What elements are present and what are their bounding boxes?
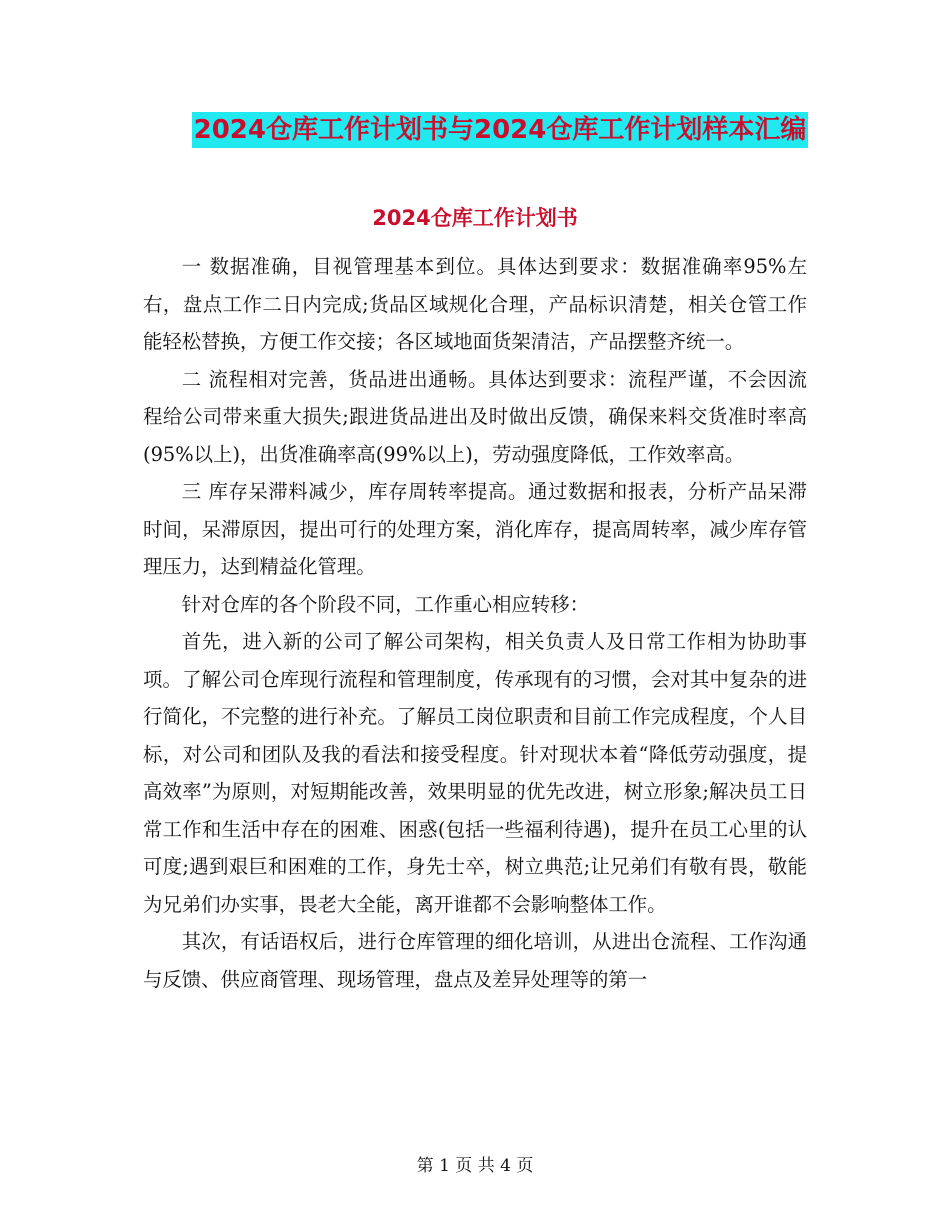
paragraph: 首先，进入新的公司了解公司架构，相关负责人及日常工作相为协助事项。了解公司仓库现行流程和管理制度，传承现有的习惯，会对其中复杂的进行简化，不完整的进行补充。了解员工岗位职责和目前工作完成程度，个人目标，对公司和团队及我的看法和接受程度。针对现状本着“降低劳动强度，提高效率”为原则，对短期能改善，效果明显的优先改进，树立形象;解决员工日常工作和生活中存在的困难、困惑(包括一些福利待遇)，提升在员工心里的认可度;遇到艰巨和困难的工作，身先士卒，树立典范;让兄弟们有敬有畏，敬能为兄弟们办实事，畏老大全能，离开谁都不会影响整体工作。 — [143, 630, 807, 916]
paragraph: 其次，有话语权后，进行仓库管理的细化培训，从进出仓流程、工作沟通与反馈、供应商管理、现场管理，盘点及差异处理等的第一 — [143, 930, 807, 991]
paragraph: 三 库存呆滞料减少，库存周转率提高。通过数据和报表，分析产品呆滞时间，呆滞原因，提出可行的处理方案，消化库存，提高周转率，减少库存管理压力，达到精益化管理。 — [143, 480, 807, 578]
paragraph: 一 数据准确，目视管理基本到位。具体达到要求：数据准确率95%左右，盘点工作二日内完成;货品区域规化合理，产品标识清楚，相关仓管工作能轻松替换，方便工作交接；各区域地面货架清洁，产品摆整齐统一。 — [143, 255, 807, 353]
document-title — [0, 112, 950, 148]
document-body — [143, 248, 807, 998]
document-title-text: 2024仓库工作计划书与2024仓库工作计划样本汇编 — [192, 112, 809, 148]
paragraph: 二 流程相对完善，货品进出通畅。具体达到要求：流程严谨，不会因流程给公司带来重大损失;跟进货品进出及时做出反馈，确保来料交货准时率高(95%以上)，出货准确率高(99%以上)，劳动强度降低，工作效率高。 — [143, 367, 807, 466]
paragraph: 针对仓库的各个阶段不同，工作重心相应转移： — [181, 592, 589, 616]
section-title: 2024仓库工作计划书 — [372, 206, 578, 230]
page-footer: 第 1 页 共 4 页 — [416, 1156, 534, 1176]
